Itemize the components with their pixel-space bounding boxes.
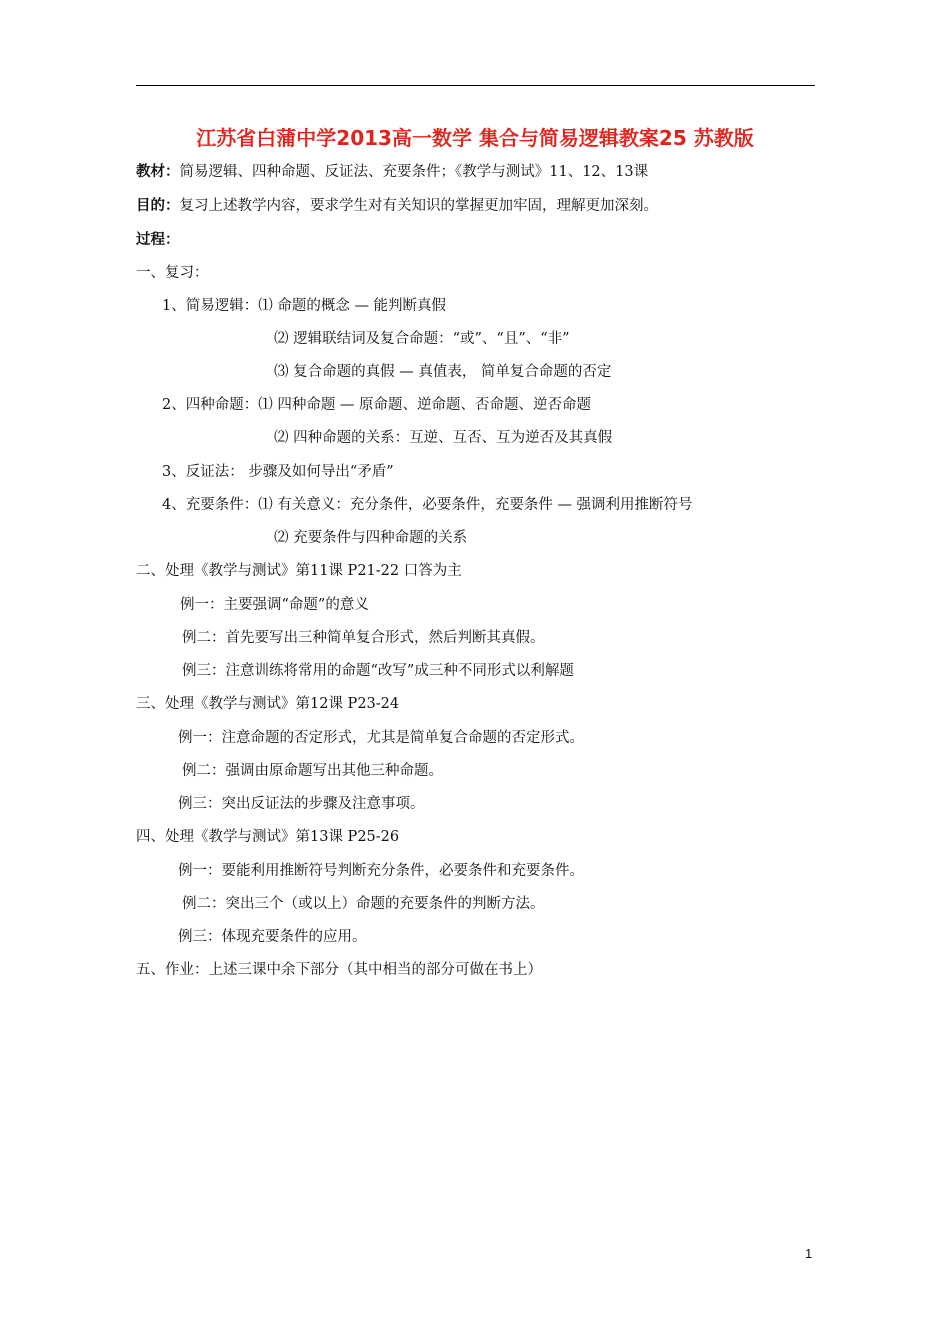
example-item: 例二：突出三个（或以上）命题的充要条件的判断方法。	[182, 896, 545, 912]
materials-text: 简易逻辑、四种命题、反证法、充要条件；《教学与测试》11、12、13课	[179, 164, 649, 180]
review-item-contradiction: 3、反证法： 步骤及如何导出“矛盾”	[162, 464, 394, 480]
review-item-conditions: 4、充要条件：⑴ 有关意义：充分条件，必要条件，充要条件 — 强调利用推断符号	[162, 497, 693, 513]
example-item: 例一：主要强调“命题”的意义	[180, 597, 369, 613]
section-lesson-12: 三、处理《教学与测试》第12课 P23-24	[136, 696, 400, 712]
example-item: 例二：首先要写出三种简单复合形式，然后判断其真假。	[182, 630, 545, 646]
purpose-text: 复习上述教学内容，要求学生对有关知识的掌握更加牢固，理解更加深刻。	[179, 198, 658, 214]
review-subitem: ⑶ 复合命题的真假 — 真值表， 简单复合命题的否定	[274, 364, 612, 380]
purpose-line	[136, 196, 658, 216]
review-subitem: ⑵ 充要条件与四种命题的关系	[274, 530, 468, 546]
page-number: 1	[805, 1246, 813, 1261]
example-item: 例三：体现充要条件的应用。	[178, 929, 367, 945]
header-rule	[136, 85, 815, 86]
example-item: 例三：注意训练将常用的命题“改写”成三种不同形式以利解题	[182, 663, 574, 679]
process-label: 过程：	[136, 232, 180, 248]
document-title: 江苏省白蒲中学2013高一数学 集合与简易逻辑教案25 苏教版	[196, 126, 754, 150]
example-item: 例二：强调由原命题写出其他三种命题。	[182, 763, 443, 779]
example-item: 例三：突出反证法的步骤及注意事项。	[178, 796, 425, 812]
example-item: 例一：注意命题的否定形式，尤其是简单复合命题的否定形式。	[178, 730, 584, 746]
materials-label: 教材：	[136, 164, 180, 180]
section-lesson-11: 二、处理《教学与测试》第11课 P21-22 口答为主	[136, 563, 462, 579]
review-subitem: ⑵ 逻辑联结词及复合命题：“或”、“且”、“非”	[274, 331, 570, 347]
review-subitem: ⑵ 四种命题的关系：互逆、互否、互为逆否及其真假	[274, 430, 613, 446]
section-review: 一、复习：	[136, 265, 209, 281]
review-item-four-propositions: 2、四种命题：⑴ 四种命题 — 原命题、逆命题、否命题、逆否命题	[162, 397, 592, 413]
section-lesson-13: 四、处理《教学与测试》第13课 P25-26	[136, 829, 400, 845]
example-item: 例一：要能利用推断符号判断充分条件，必要条件和充要条件。	[178, 863, 584, 879]
review-item-logic: 1、简易逻辑：⑴ 命题的概念 — 能判断真假	[162, 298, 447, 314]
materials-line	[136, 162, 648, 182]
section-homework: 五、作业：上述三课中余下部分（其中相当的部分可做在书上）	[136, 962, 542, 978]
purpose-label: 目的：	[136, 198, 180, 214]
